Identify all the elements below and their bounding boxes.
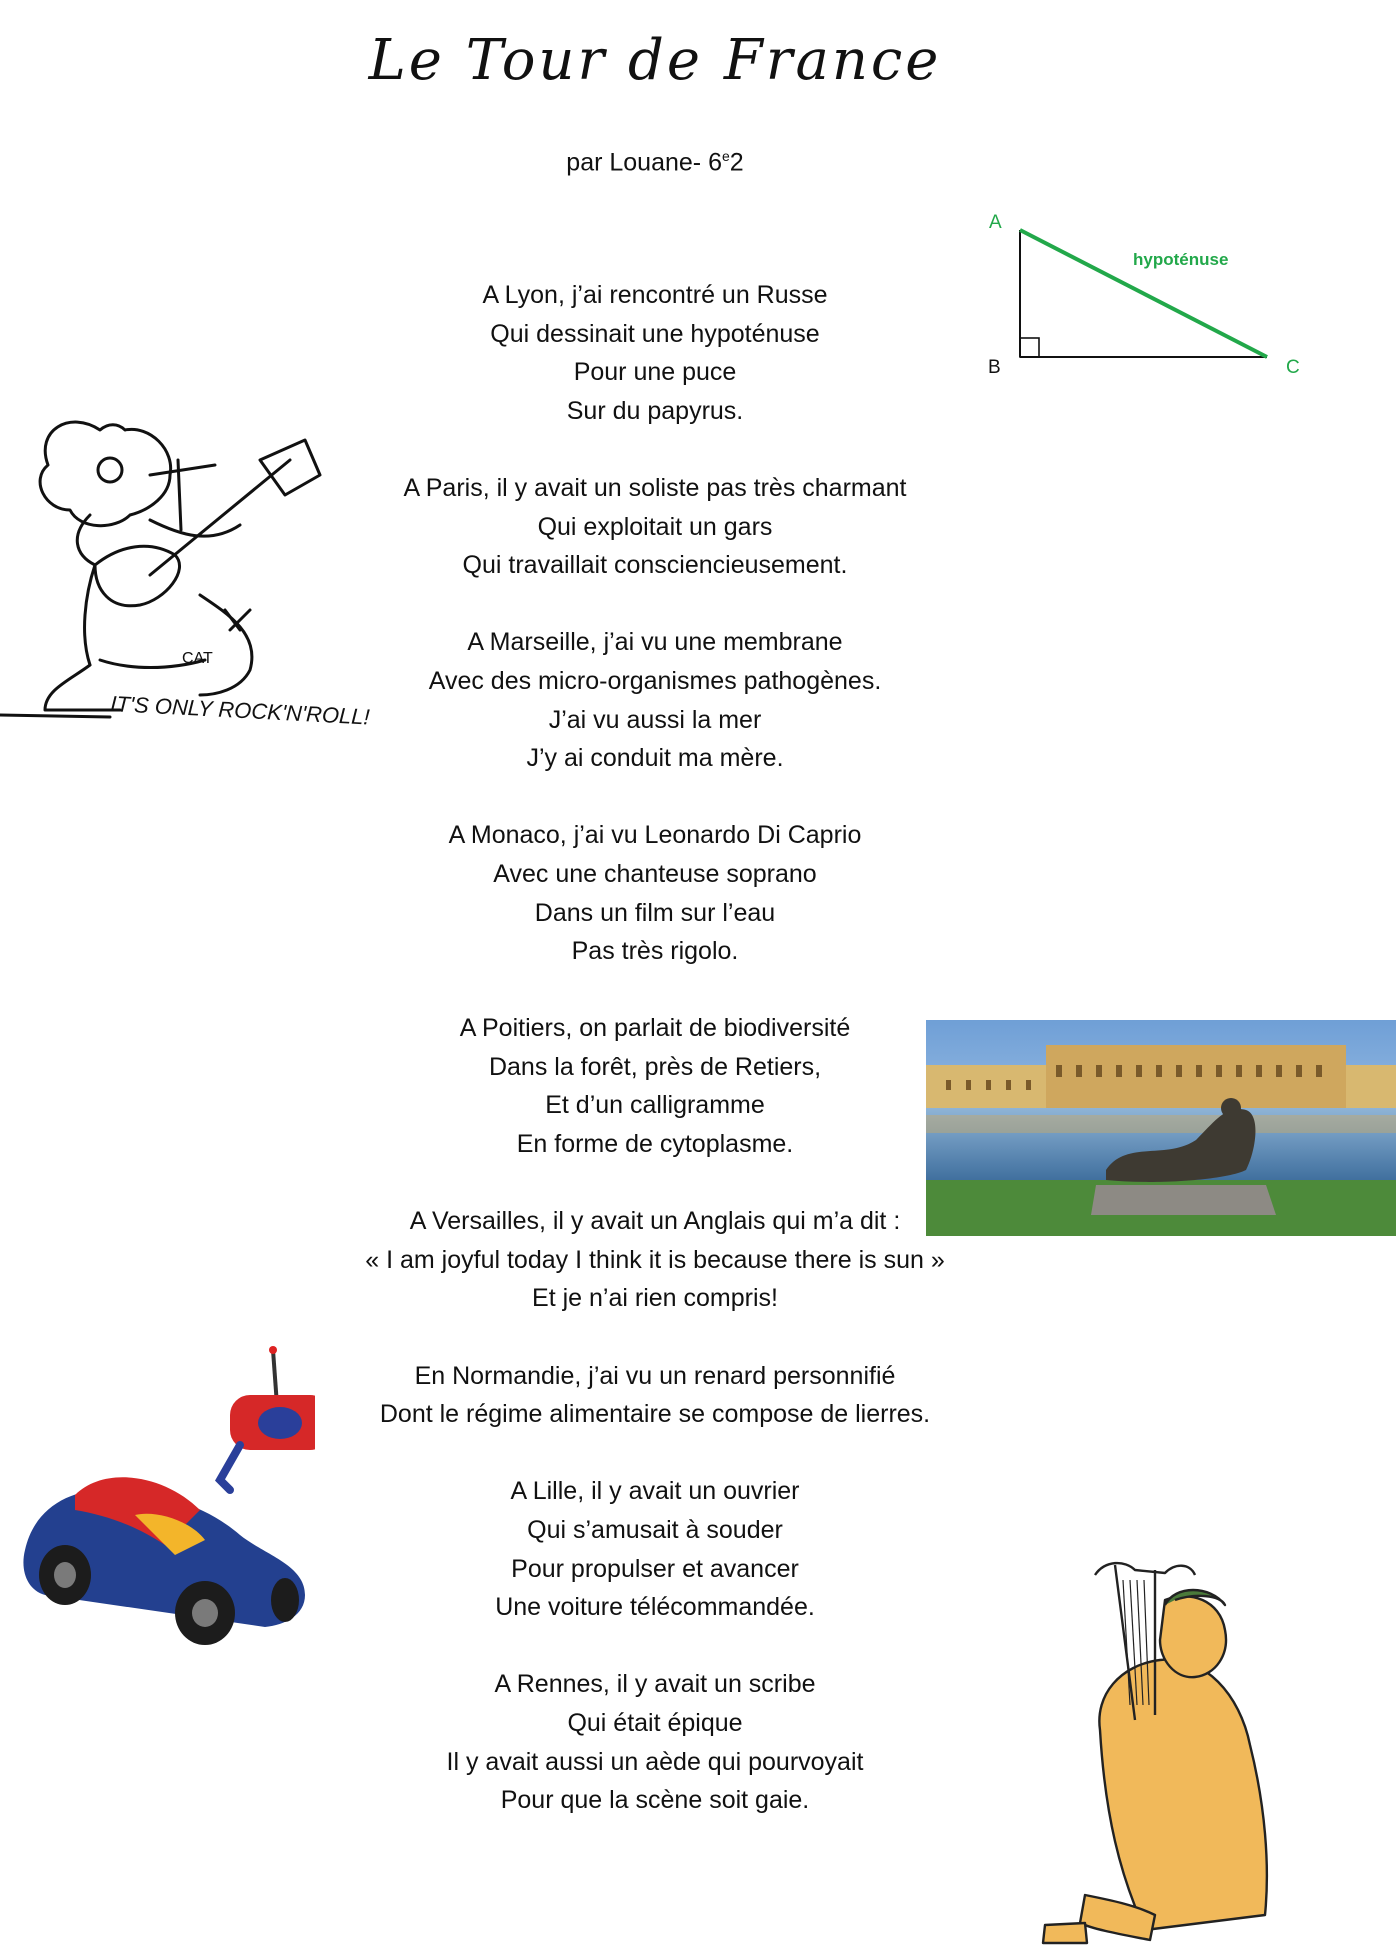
poem-line: Avec des micro-organismes pathogènes. xyxy=(428,666,882,695)
poem-stanza xyxy=(360,623,950,777)
poem-stanza xyxy=(360,1009,950,1163)
poem-line: Qui travaillait consciencieusement. xyxy=(462,551,848,580)
bard-with-lyre-illustration xyxy=(1025,1545,1325,1950)
poem-line: A Paris, il y avait un soliste pas très charmant xyxy=(403,473,907,502)
poem-line: A Marseille, j’ai vu une membrane xyxy=(467,628,843,657)
cartoon-signature: CAT xyxy=(182,650,213,667)
poem-line: A Rennes, il y avait un scribe xyxy=(494,1670,816,1699)
poem-stanza xyxy=(360,276,950,430)
poem-line: Qui dessinait une hypoténuse xyxy=(490,319,820,348)
poem-line: Pour que la scène soit gaie. xyxy=(500,1786,810,1815)
poem-line: Sur du papyrus. xyxy=(566,396,744,425)
poem-line: Dans la forêt, près de Retiers, xyxy=(488,1052,822,1081)
poem-line: Dont le régime alimentaire se compose de lierres. xyxy=(379,1400,931,1429)
poem-line: En forme de cytoplasme. xyxy=(516,1130,794,1159)
hypotenuse-label: hypoténuse xyxy=(1133,250,1229,269)
versailles-photo xyxy=(926,1020,1396,1236)
poem-line: En Normandie, j’ai vu un renard personnifié xyxy=(414,1361,896,1390)
cartoon-caption: IT'S ONLY ROCK'N'ROLL! xyxy=(109,691,370,730)
rc-car-photo xyxy=(15,1345,315,1665)
poem-stanza xyxy=(360,816,950,970)
poem-line: Dans un film sur l’eau xyxy=(534,898,776,927)
poem-line: Et je n’ai rien compris! xyxy=(532,1284,778,1313)
poem-line: Pour propulser et avancer xyxy=(511,1554,799,1583)
poem-line: A Versailles, il y avait un Anglais qui m’a dit : xyxy=(409,1207,901,1236)
poem-line: Qui exploitait un gars xyxy=(537,512,773,541)
poem-line: J’ai vu aussi la mer xyxy=(548,705,762,734)
poem-line: Qui s’amusait à souder xyxy=(527,1516,783,1544)
poem-line: Il y avait aussi un aède qui pourvoyait xyxy=(446,1747,864,1776)
poem-line: « I am joyful today I think it is because there is sun » xyxy=(365,1245,945,1274)
poem-line: Qui était épique xyxy=(567,1708,743,1737)
page-title: Le Tour de France xyxy=(368,28,942,93)
poem-line: A Monaco, j’ai vu Leonardo Di Caprio xyxy=(448,821,862,850)
poem-stanza xyxy=(360,1665,950,1819)
poem-stanza xyxy=(360,1472,950,1626)
vertex-label-b: B xyxy=(988,357,1001,378)
vertex-label-a: A xyxy=(989,212,1002,233)
poem-line: Pour une puce xyxy=(573,358,737,387)
poem-line: A Poitiers, on parlait de biodiversité xyxy=(459,1014,851,1043)
triangle-diagram xyxy=(975,205,1315,385)
poem-line: Avec une chanteuse soprano xyxy=(493,859,817,888)
poem-stanza xyxy=(360,1357,950,1434)
poem-line: J’y ai conduit ma mère. xyxy=(526,744,784,773)
byline: par Louane- 6e2 xyxy=(566,148,744,177)
poem xyxy=(360,276,950,1858)
poem-line: A Lyon, j’ai rencontré un Russe xyxy=(482,281,828,309)
poem-line: Pas très rigolo. xyxy=(571,937,739,966)
poem-line: Et d’un calligramme xyxy=(545,1091,765,1120)
rock-cartoon-illustration xyxy=(0,405,370,735)
poem-line: A Lille, il y avait un ouvrier xyxy=(510,1477,800,1506)
vertex-label-c: C xyxy=(1286,357,1300,378)
poem-stanza xyxy=(360,469,950,585)
poem-stanza xyxy=(360,1202,950,1318)
poem-line: Une voiture télécommandée. xyxy=(495,1593,815,1622)
